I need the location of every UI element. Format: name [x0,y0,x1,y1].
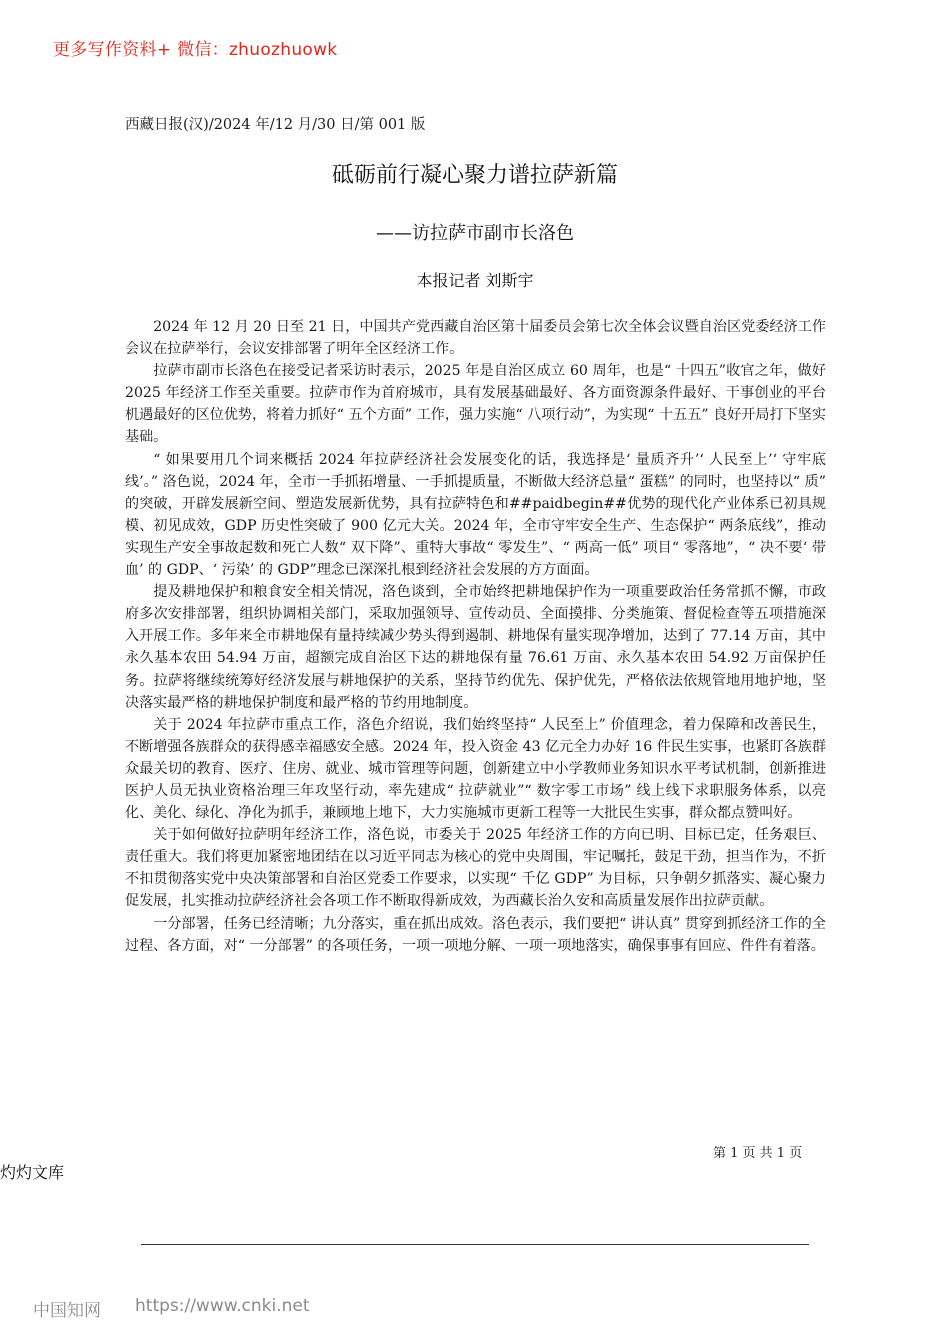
library-watermark: 灼灼文库 [0,1163,65,1182]
article-author: 本报记者 刘斯宇 [416,271,534,290]
article-body [125,316,826,957]
paragraph: 关于 2024 年拉萨市重点工作，洛色介绍说，我们始终坚持“ 人民至上” 价值理念，着力保障和改善民生，不断增强各族群众的获得感幸福感安全感。2024 年，投入资金 43 亿元全力办好 16 件民生实事，也紧盯各族群众最关切的教育、医疗、住房、就业、城市管理等问题，创新建立中小学教师业务知识水平考试机制，创新推进医护人员无执业资格治理三年攻坚行动，率先建成“ 拉萨就业”“ 数字零工市场” 线上线下求职服务体系，以亮化、美化、绿化、净化为抓手，兼顾地上地下，大力实施城市更新工程等一大批民生实事，群众都点赞叫好。 [125,716,826,822]
paragraph: 提及耕地保护和粮食安全相关情况，洛色谈到，全市始终把耕地保护作为一项重要政治任务常抓不懈，市政府多次安排部署，组织协调相关部门，采取加强领导、宣传动员、全面摸排、分类施策、督促检查等五项措施深入开展工作。多年来全市耕地保有量持续减少势头得到遏制、耕地保有量实现净增加，达到了 77.14 万亩，其中永久基本农田 54.94 万亩，超额完成自治区下达的耕地保有量 76.61 万亩、永久基本农田 54.92 万亩保护任务。拉萨将继续统筹好经济发展与耕地保护的关系，坚持节约优先、保护优先，严格依法依规管地用地护地，坚决落实最严格的耕地保护制度和最严格的节约用地制度。 [125,584,826,711]
paragraph: 关于如何做好拉萨明年经济工作，洛色说，市委关于 2025 年经济工作的方向已明、目标已定，任务艰巨、责任重大。我们将更加紧密地团结在以习近平同志为核心的党中央周围，牢记嘱托，鼓足干劲，担当作为，不折不扣贯彻落实党中央决策部署和自治区党委工作要求，以实现“ 千亿 GDP” 为目标，只争朝夕抓落实、凝心聚力促发展，扎实推动拉萨经济社会各项工作不断取得新成效，为西藏长治久安和高质量发展作出拉萨贡献。 [125,827,826,910]
footer-divider [141,1244,809,1245]
cnki-logo: 中国知网 [33,1301,101,1321]
cnki-url-link[interactable]: https://www.cnki.net [135,1296,310,1316]
paragraph: “ 如果要用几个词来概括 2024 年拉萨经济社会发展变化的话，我选择是‘ 量质齐升’‘ 人民至上’‘ 守牢底线’。” 洛色说，2024 年，全市一手抓拓增量、一手抓提质量，不断做大经济总量“ 蛋糕” 的同时，也坚持以“ 质” 的突破，开辟发展新空间、塑造发展新优势，具有拉萨特色和##paidbegin##优势的现代化产业体系已初具规模、初见成效，GDP 历史性突破了 900 亿元大关。2024 年，全市守牢安全生产、生态保护“ 两条底线”，推动实现生产安全事故起数和死亡人数“ 双下降”、重特大事故“ 零发生”、“ 两高一低” 项目“ 零落地”，“ 决不要‘ 带血’ 的 GDP、‘ 污染’ 的 GDP”理念已深深扎根到经济社会发展的方方面面。 [125,451,826,579]
paragraph: 拉萨市副市长洛色在接受记者采访时表示，2025 年是自治区成立 60 周年，也是“ 十四五”收官之年，做好 2025 年经济工作至关重要。拉萨市作为首府城市，具有发展基础最好、各方面资源条件最好、干事创业的平台机遇最好的区位优势，将着力抓好“ 五个方面” 工作，强力实施“ 八项行动”，为实现“ 十五五” 良好开局打下坚实基础。 [125,363,826,446]
paragraph: 一分部署，任务已经清晰；九分落实，重在抓出成效。洛色表示，我们要把“ 讲认真” 贯穿到抓经济工作的全过程、各方面，对“ 一分部署” 的各项任务，一项一项地分解、一项一项地落实，确保事事有回应、件件有着落。 [125,915,826,954]
promo-wechat-link[interactable]: 更多写作资料+ 微信：zhuozhuowk [53,40,338,60]
newspaper-source-line: 西藏日报(汉)/2024 年/12 月/30 日/第 001 版 [125,117,426,133]
paragraph: 2024 年 12 月 20 日至 21 日，中国共产党西藏自治区第十届委员会第七次全体会议暨自治区党委经济工作会议在拉萨举行，会议安排部署了明年全区经济工作。 [125,319,826,358]
article-subtitle: ——访拉萨市副市长洛色 [376,223,574,244]
article-title: 砥砺前行凝心聚力谱拉萨新篇 [331,163,618,188]
page-number: 第 1 页 共 1 页 [713,1146,803,1161]
